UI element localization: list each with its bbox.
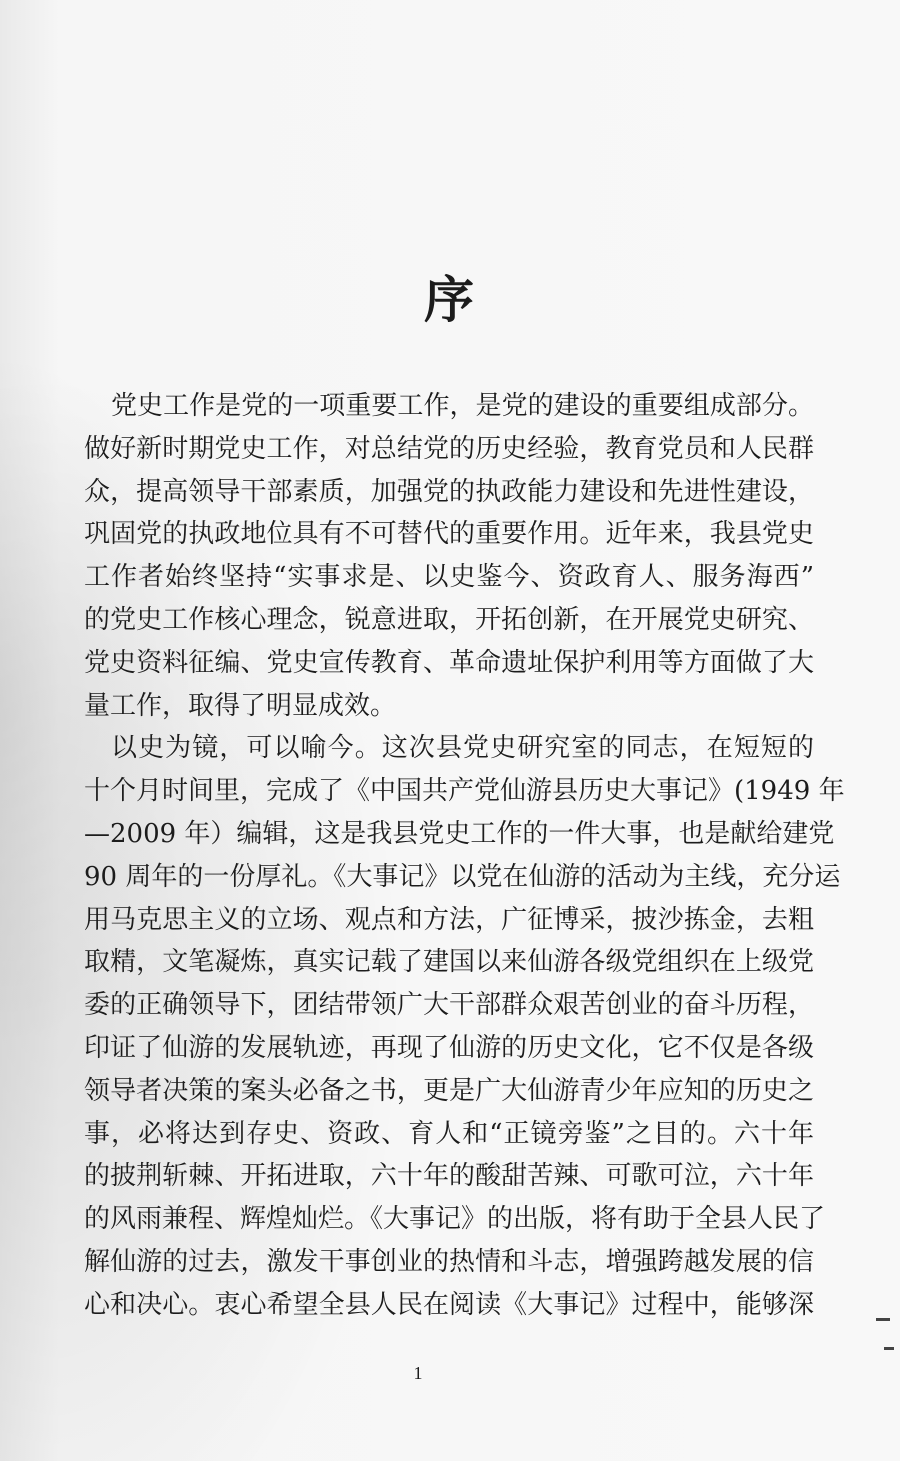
page-title: 序 [424, 271, 476, 329]
paragraph-1 [84, 385, 814, 727]
text-line: 委的正确领导下，团结带领广大干部群众艰苦创业的奋斗历程， [84, 990, 814, 1021]
text-line: 心和决心。衷心希望全县人民在阅读《大事记》过程中，能够深 [84, 1289, 814, 1320]
text-line: 巩固党的执政地位具有不可替代的重要作用。近年来，我县党史 [84, 519, 814, 550]
scan-mark [884, 1347, 894, 1350]
page-number: 1 [413, 1363, 423, 1383]
text-line: 90 周年的一份厚礼。《大事记》以党在仙游的活动为主线，充分运 [84, 861, 841, 892]
text-line: 党史工作是党的一项重要工作，是党的建设的重要组成部分。 [111, 391, 814, 421]
text-line: 的党史工作核心理念，锐意进取，开拓创新，在开展党史研究、 [84, 604, 814, 635]
text-line: 工作者始终坚持“实事求是、以史鉴今、资政育人、服务海西” [84, 562, 814, 593]
text-line: 领导者决策的案头必备之书，更是广大仙游青少年应知的历史之 [84, 1075, 814, 1106]
text-line: 用马克思主义的立场、观点和方法，广征博采，披沙拣金，去粗 [84, 904, 814, 935]
paragraph-2 [84, 727, 845, 1326]
text-line: —2009 年）编辑，这是我县党史工作的一件大事，也是献给建党 [84, 818, 835, 849]
text-line: 众，提高领导干部素质，加强党的执政能力建设和先进性建设， [84, 476, 814, 507]
text-line: 事，必将达到存史、资政、育人和“正镜旁鉴”之目的。六十年 [84, 1118, 814, 1149]
text-line: 印证了仙游的发展轨迹，再现了仙游的历史文化，它不仅是各级 [84, 1032, 814, 1063]
text-line: 量工作，取得了明显成效。 [84, 690, 397, 721]
text-line: 党史资料征编、党史宣传教育、革命遗址保护利用等方面做了大 [84, 647, 814, 678]
text-line: 十个月时间里，完成了《中国共产党仙游县历史大事记》(1949 年 [84, 776, 845, 807]
text-line: 取精，文笔凝炼，真实记载了建国以来仙游各级党组织在上级党 [84, 947, 814, 978]
text-line: 的风雨兼程、辉煌灿烂。《大事记》的出版，将有助于全县人民了 [84, 1204, 826, 1235]
text-line: 解仙游的过去，激发干事创业的热情和斗志，增强跨越发展的信 [84, 1246, 814, 1277]
scan-mark [876, 1318, 890, 1321]
text-line: 做好新时期党史工作，对总结党的历史经验，教育党员和人民群 [84, 433, 814, 464]
text-line: 以史为镜，可以喻今。这次县党史研究室的同志，在短短的 [111, 733, 814, 764]
text-line: 的披荆斩棘、开拓进取，六十年的酸甜苦辣、可歌可泣，六十年 [84, 1161, 814, 1192]
body-text [84, 385, 845, 1327]
